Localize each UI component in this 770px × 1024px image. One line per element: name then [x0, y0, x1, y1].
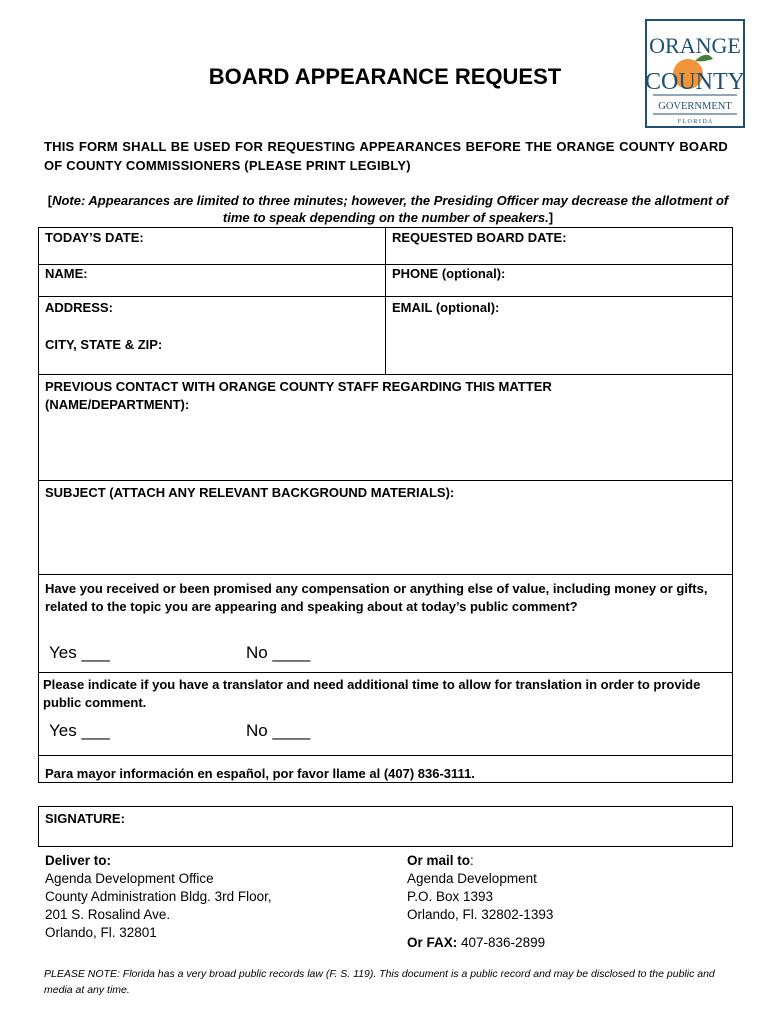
- deliver-line-1: Agenda Development Office: [45, 871, 214, 886]
- logo-line2: COUNTY: [645, 69, 745, 95]
- note-close-bracket: ]: [548, 210, 554, 225]
- logo-line1: ORANGE: [649, 33, 741, 58]
- translator-no-option[interactable]: No ____: [246, 721, 311, 740]
- page-title: BOARD APPEARANCE REQUEST: [208, 64, 562, 89]
- name-label: NAME:: [45, 266, 88, 281]
- requested-board-date-label: REQUESTED BOARD DATE:: [392, 230, 567, 245]
- mail-line-1: Agenda Development: [407, 871, 537, 886]
- subject-label: SUBJECT (ATTACH ANY RELEVANT BACKGROUND MATERIALS):: [45, 485, 455, 500]
- mail-heading-text: Or mail to: [407, 853, 471, 868]
- signature-label: SIGNATURE:: [45, 811, 125, 826]
- compensation-no-option[interactable]: No ____: [246, 643, 311, 662]
- previous-contact-label-2: (NAME/DEPARTMENT):: [45, 397, 190, 412]
- previous-contact-field[interactable]: [39, 416, 732, 479]
- phone-field[interactable]: [387, 282, 731, 295]
- todays-date-field[interactable]: [39, 247, 384, 263]
- note-text: [44, 192, 732, 226]
- email-label: EMAIL (optional):: [392, 300, 500, 315]
- todays-date-label: TODAY’S DATE:: [45, 230, 144, 245]
- spanish-info-text: Para mayor información en español, por favor llame al (407) 836-3111.: [45, 766, 475, 781]
- address-field[interactable]: [39, 317, 384, 333]
- translator-yes-option[interactable]: Yes ___: [49, 721, 110, 740]
- deliver-heading: Deliver to:: [45, 853, 112, 868]
- deliver-line-3: 201 S. Rosalind Ave.: [45, 907, 171, 922]
- requested-board-date-field[interactable]: [387, 247, 731, 263]
- subject-field[interactable]: [39, 504, 732, 573]
- mail-line-3: Orlando, Fl. 32802-1393: [407, 907, 554, 922]
- mail-line-2: P.O. Box 1393: [407, 889, 494, 904]
- deliver-line-2: County Administration Bldg. 3rd Floor,: [45, 889, 272, 904]
- compensation-yes-option[interactable]: Yes ___: [49, 643, 110, 662]
- phone-label: PHONE (optional):: [392, 266, 506, 281]
- deliver-line-4: Orlando, Fl. 32801: [45, 925, 157, 940]
- logo-line3: GOVERNMENT: [658, 101, 732, 112]
- translator-question: Please indicate if you have a translator and need additional time to allow for translation in order to provide public comment.: [43, 677, 701, 710]
- fax-label: Or FAX:: [407, 935, 458, 950]
- name-field[interactable]: [39, 282, 384, 295]
- signature-box[interactable]: [38, 806, 733, 847]
- city-state-zip-field[interactable]: [39, 354, 384, 373]
- note-open-bracket: [: [47, 193, 53, 208]
- email-field[interactable]: [387, 317, 731, 373]
- previous-contact-label-1: PREVIOUS CONTACT WITH ORANGE COUNTY STAFF REGARDING THIS MATTER: [45, 379, 552, 394]
- mail-heading: [407, 852, 474, 870]
- public-records-notice: PLEASE NOTE: Florida has a very broad public records law (F. S. 119). This document is a public record and may be disclosed to the public and media at any time.: [44, 968, 715, 996]
- city-state-zip-label: CITY, STATE & ZIP:: [45, 337, 163, 352]
- logo-line4: F L O R I D A: [677, 119, 713, 125]
- intro-text: THIS FORM SHALL BE USED FOR REQUESTING APPEARANCES BEFORE THE ORANGE COUNTY BOARD OF COUNTY COMMISSIONERS (PLEASE PRINT LEGIBLY): [44, 139, 728, 173]
- address-label: ADDRESS:: [45, 300, 113, 315]
- mail-heading-colon: :: [470, 853, 474, 868]
- fax-line: [407, 934, 545, 952]
- compensation-question: Have you received or been promised any compensation or anything else of value, including money or gifts, related to the topic you are appearing and speaking about at today’s public comment?: [45, 581, 708, 614]
- fax-number: 407-836-2899: [457, 935, 546, 950]
- note-body: Note: Appearances are limited to three minutes; however, the Presiding Officer may decrease the allotment of time to speak depending on the number of speakers.: [52, 193, 729, 225]
